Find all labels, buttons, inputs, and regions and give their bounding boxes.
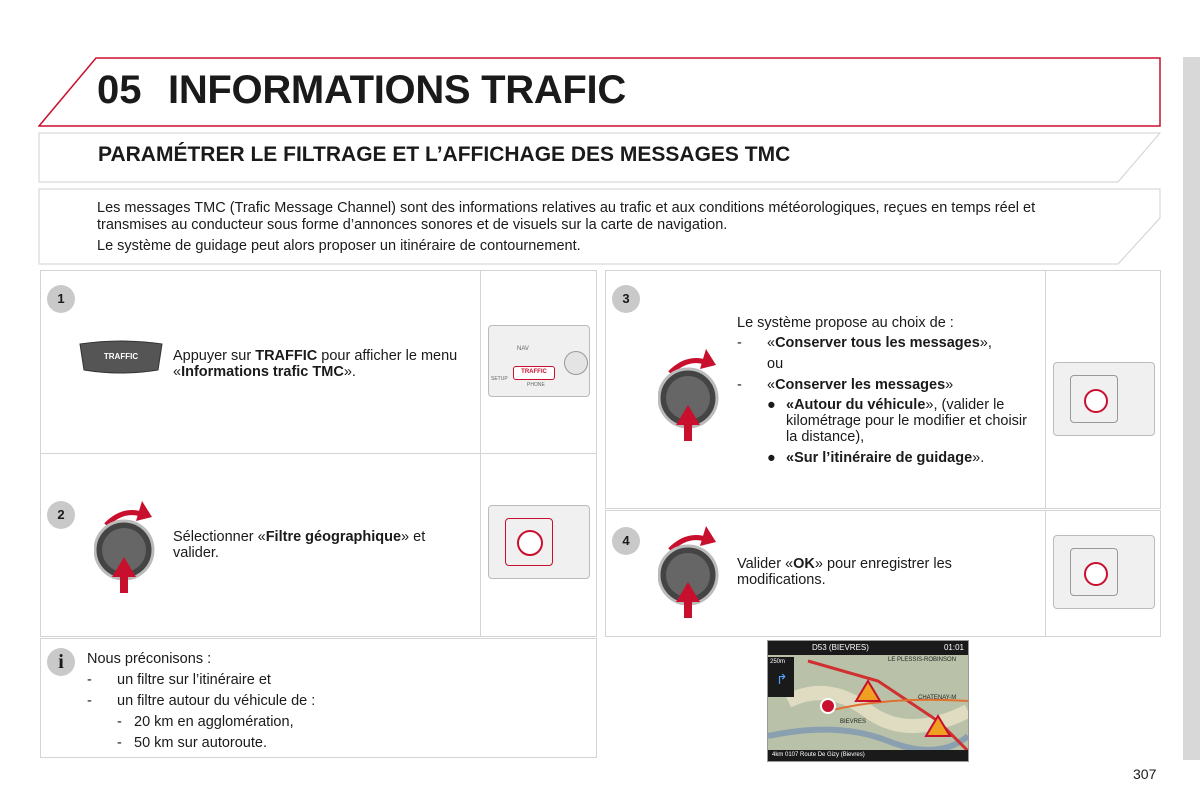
step-3-dash-2: -	[737, 377, 742, 393]
step-1-text	[173, 348, 463, 380]
step-3-option-1-bold: Conserver tous les messages	[775, 335, 980, 351]
traffic-button-label: TRAFFIC	[103, 352, 139, 361]
rotary-knob-icon	[658, 520, 722, 620]
map-scale: 250m	[770, 659, 786, 665]
section-title: PARAMÉTRER LE FILTRAGE ET L’AFFICHAGE DES MESSAGES TMC	[98, 143, 791, 166]
info-dash-2: -	[87, 693, 92, 709]
map-place-2: CHATENAY-M	[918, 695, 957, 701]
step-2-text-bold: Filtre géographique	[265, 529, 402, 545]
step-1-console	[488, 325, 590, 397]
step-3-option-2-post: »	[945, 377, 954, 393]
info-item-1: un filtre sur l’itinéraire et	[117, 672, 271, 688]
step-4-text-post: » pour enregistrer les modifications.	[737, 556, 952, 588]
bullet-icon: ●	[767, 397, 776, 413]
step-3-console	[1053, 362, 1155, 436]
console-nav-label: NAV	[517, 346, 529, 352]
step-3-sub-option-2-post: ».	[972, 450, 985, 466]
step-3-sub-option-2	[786, 450, 984, 466]
map-place-1: LE PLESSIS-ROBINSON	[888, 657, 957, 663]
map-bottom-bar: 4km 0107 Route De Gizy (Bievres)	[768, 750, 969, 761]
info-sub-item-2: 50 km sur autoroute.	[134, 735, 267, 751]
info-sub-item-1: 20 km en agglomération,	[134, 714, 294, 730]
step-4-text	[737, 556, 1007, 588]
info-icon: i	[47, 648, 75, 676]
console-traffic-label: TRAFFIC	[521, 369, 547, 375]
intro-paragraph-2: Le système de guidage peut alors proposer un itinéraire de contournement.	[97, 238, 581, 254]
page-number: 307	[1133, 766, 1157, 782]
intro-text	[97, 200, 1107, 259]
console-traffic-button	[513, 366, 555, 380]
step-3-or: ou	[767, 356, 784, 372]
map-clock: 01:01	[943, 643, 964, 652]
console-dial-highlight	[1084, 389, 1108, 413]
step-3-sub-option-1-bold: «Autour du véhicule	[786, 397, 926, 413]
info-sub-dash-1: -	[117, 714, 122, 730]
step-1-text-bold-2: Informations trafic TMC	[181, 364, 344, 380]
turn-arrow-icon: ↱	[776, 671, 788, 687]
step-3-option-2-bold: Conserver les messages	[775, 377, 946, 393]
step-4-text-bold: OK	[793, 556, 815, 572]
step-3-badge: 3	[612, 285, 640, 313]
console-setup-label: SETUP	[491, 376, 508, 382]
side-tab	[1183, 57, 1200, 760]
step-3-sub-option-2-bold: «Sur l’itinéraire de guidage	[786, 450, 973, 466]
step-3-option-1	[767, 335, 992, 351]
step-2-text	[173, 529, 463, 561]
info-sub-dash-2: -	[117, 735, 122, 751]
step-3-option-1-post: »,	[979, 335, 992, 351]
map-direction-panel	[768, 657, 794, 697]
chapter-number: 05	[97, 68, 142, 112]
bullet-icon: ●	[767, 450, 776, 466]
navigation-map	[767, 640, 969, 762]
map-top-bar	[768, 641, 968, 655]
rotary-knob-icon	[94, 495, 158, 595]
chapter-title: INFORMATIONS TRAFIC	[168, 68, 626, 112]
step-3-intro: Le système propose au choix de :	[737, 315, 954, 331]
step-3-dash-1: -	[737, 335, 742, 351]
map-place-3: BIEVRES	[840, 719, 867, 725]
info-title: Nous préconisons :	[87, 651, 212, 667]
step-2-text-pre: Sélectionner «	[173, 529, 266, 545]
info-dash-1: -	[87, 672, 92, 688]
console-dial	[564, 351, 588, 375]
rotary-knob-icon	[658, 343, 722, 443]
step-1-badge: 1	[47, 285, 75, 313]
info-item-2: un filtre autour du véhicule de :	[117, 693, 316, 709]
step-1-text-bold-1: TRAFFIC	[255, 348, 318, 364]
step-4-badge: 4	[612, 527, 640, 555]
step-4-console	[1053, 535, 1155, 609]
step-4-text-pre: Valider «	[737, 556, 794, 572]
step-3-option-2	[767, 377, 953, 393]
intro-paragraph-1: Les messages TMC (Trafic Message Channel) sont des informations relatives au trafic et aux conditions météorologiques, reçues en temps réel et transmises au conducteur sous forme d’annonces sonores et de visuels sur la carte de navigation.	[97, 200, 1036, 233]
step-3-option-2-pre: «	[767, 377, 776, 393]
step-2-text-post: » et valider.	[173, 529, 426, 561]
traffic-button	[78, 340, 164, 374]
step-3-sub-option-1-post: », (valider le kilométrage pour le modifier et choisir la distance),	[786, 397, 1027, 445]
step-1-text-mid: pour afficher le menu «	[173, 348, 458, 380]
step-1-text-post: ».	[343, 364, 356, 380]
step-3-option-1-pre: «	[767, 335, 776, 351]
step-2-console	[488, 505, 590, 579]
console-dial-highlight	[517, 530, 543, 556]
map-road-label: D53 (BIEVRES)	[812, 643, 869, 652]
console-dial-highlight	[1084, 562, 1108, 586]
console-phone-label: PHONE	[527, 382, 545, 388]
step-1-text-pre: Appuyer sur	[173, 348, 256, 364]
step-3-sub-option-1	[786, 397, 1036, 445]
step-2-badge: 2	[47, 501, 75, 529]
